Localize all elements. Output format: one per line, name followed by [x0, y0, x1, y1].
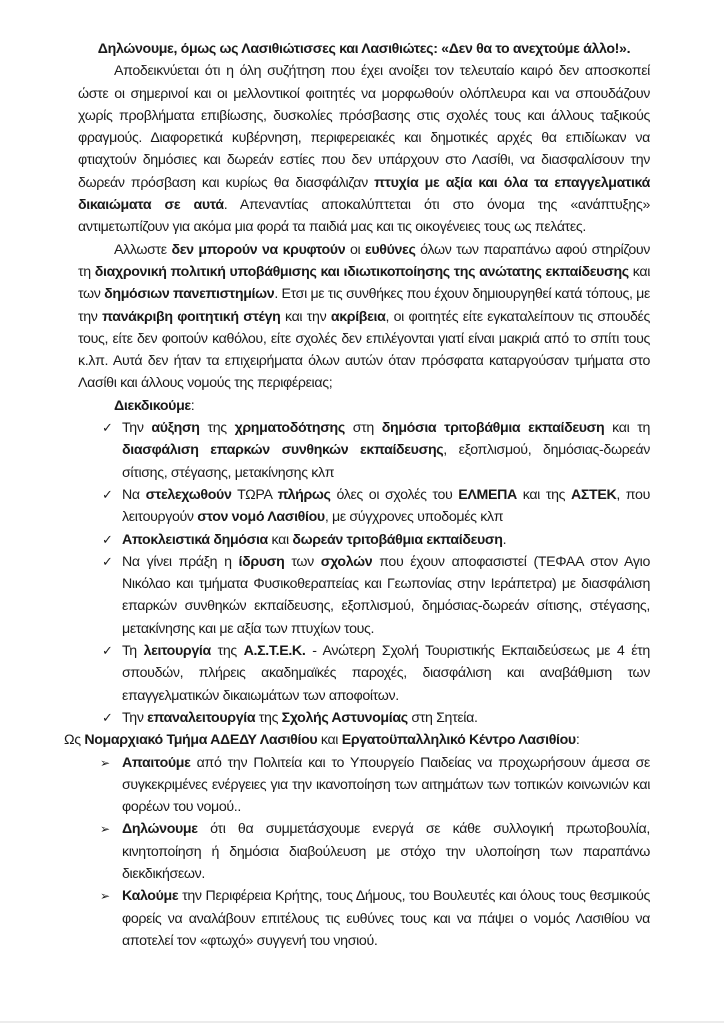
bold-emphasis: διασφάλιση επαρκών συνθηκών εκπαίδευσης — [122, 442, 444, 459]
bold-emphasis: στον νομό Λασιθίου — [197, 509, 325, 526]
document-body — [64, 38, 651, 952]
demands-list — [78, 752, 650, 953]
bold-emphasis: επαναλειτουργία — [147, 709, 256, 726]
checkmark-icon: ✓ — [102, 420, 113, 436]
checkmark-icon: ✓ — [102, 643, 113, 659]
bold-emphasis: πλήρως — [277, 486, 331, 503]
bold-emphasis: Σχολής Αστυνομίας — [281, 709, 408, 726]
bold-emphasis: ακρίβεια — [330, 308, 386, 325]
bold-emphasis: ΕΛΜΕΠΑ — [458, 486, 517, 503]
bold-emphasis: Α.Σ.Τ.Ε.Κ. — [243, 643, 306, 660]
bold-emphasis: ευθύνες — [365, 241, 416, 258]
list-item: ➢ Δηλώνουμε ότι θα συμμετάσχουμε ενεργά σε κάθε συλλογική πρωτοβουλία, κινητοποίηση ή δημόσια διαβούλευση με στόχο την υλοποίηση των παραπάνω διεκδικήσεων. — [78, 818, 650, 885]
arrowhead-bullet-icon: ➢ — [100, 822, 110, 837]
bold-emphasis: δημόσια τριτοβάθμια εκπαίδευση — [381, 420, 605, 437]
bold-emphasis: Αποκλειστικά δημόσια — [122, 531, 268, 548]
bold-emphasis: χρηματοδότησης — [234, 420, 345, 437]
bold-emphasis: Δηλώνουμε — [122, 821, 198, 838]
bold-emphasis: αύξηση — [151, 420, 200, 437]
list-item: ✓ Την αύξηση της χρηματοδότησης στη δημόσια τριτοβάθμια εκπαίδευση και τη διασφάλιση επαρκών συνθηκών εκπαίδευσης, εξοπλισμού, δημόσιας-δωρεάν σίτισης, στέγασης, μετακίνησης κλπ — [78, 417, 650, 484]
bold-emphasis: διαχρονική πολιτική υποβάθμισης και ιδιωτικοποίησης της ανώτατης εκπαίδευσης — [94, 263, 629, 280]
bold-emphasis: Καλούμε — [122, 888, 179, 905]
claims-label: Διεκδικούμε — [114, 397, 191, 414]
bold-emphasis: πτυχία με αξία και όλα τα επαγγελματικά δικαιώματα σε αυτά — [78, 174, 650, 214]
arrowhead-bullet-icon: ➢ — [100, 889, 110, 904]
list-item: ✓ Να γίνει πράξη η ίδρυση των σχολών που έχουν αποφασιστεί (ΤΕΦΑΑ στον Αγιο Νικόλαο και τμήματα Φυσικοθεραπείας και Γεωπονίας στην Ιεράπετρα) με διασφάλιση επαρκών συνθηκών εκπαίδευσης, εξοπλισμού, δημόσιας-δωρεάν σίτισης, στέγασης, μετακίνησης και με αξία των πτυχίων τους. — [78, 551, 650, 640]
list-item: ✓ Αποκλειστικά δημόσια και δωρεάν τριτοβάθμια εκπαίδευση. — [78, 529, 650, 551]
claims-list — [78, 417, 650, 729]
bold-emphasis: πανάκριβη φοιτητική στέγη — [102, 308, 281, 325]
checkmark-icon: ✓ — [102, 486, 113, 502]
list-item: ✓ Τη λειτουργία της Α.Σ.Τ.Ε.Κ. - Ανώτερη Σχολή Τουριστικής Εκπαιδεύσεως με 4 έτη σπουδών, πλήρεις ακαδημαϊκές παροχές, διασφάλιση και αναβάθμιση των επαγγελματικών δικαιωμάτων των αποφοίτων. — [78, 640, 650, 707]
bold-emphasis: Απαιτούμε — [122, 754, 191, 771]
arrowhead-bullet-icon: ➢ — [100, 755, 110, 770]
list-item: ✓ Την επαναλειτουργία της Σχολής Αστυνομίας στη Σητεία. — [78, 707, 650, 729]
bold-emphasis: δημόσιων πανεπιστημίων — [104, 286, 275, 303]
paragraph-2: Αλλωστε δεν μπορούν να κρυφτούν οι ευθύνες όλων των παραπάνω αφού στηρίζουν τη διαχρονική πολιτική υποβάθμισης και ιδιωτικοποίησης της ανώτατης εκπαίδευσης και των δημόσιων πανεπιστημίων. Ετσι με τις συνθήκες που έχουν δημιουργηθεί κατά τόπους, με την πανάκριβη φοιτητική στέγη και την ακρίβεια, οι φοιτητές είτε εγκαταλείπουν τις σπουδές τους, είτε δεν φοιτούν καθόλου, είτε σχολές δεν επιλέγονται γιατί είναι μακριά από το σπίτι τους κ.λπ. Αυτά δεν ήταν τα επιχειρήματα όλων αυτών όταν πρόσφατα καταργούσαν τμήματα στο Λασίθι και άλλους νομούς της περιφέρειας; — [78, 241, 651, 392]
claims-heading: Διεκδικούμε: — [114, 397, 195, 414]
list-item: ➢ Καλούμε την Περιφέρεια Κρήτης, τους Δήμους, του Βουλευτές και όλους τους θεσμικούς φορείς να αναλάβουν επιτέλους τις ευθύνες τους και να πάψει ο νομός Λασιθίου να αποτελεί τον «φτωχό» συγγενή του νησιού. — [78, 885, 650, 952]
document-title: Δηλώνουμε, όμως ως Λασιθιώτισσες και Λασιθιώτες: «Δεν θα το ανεχτούμε άλλο!». — [97, 41, 631, 57]
bold-emphasis: στελεχωθούν — [145, 486, 232, 503]
bold-emphasis: δεν μπορούν να κρυφτούν — [171, 241, 346, 258]
checkmark-icon: ✓ — [102, 709, 113, 725]
bold-emphasis: δωρεάν τριτοβάθμια εκπαίδευση — [292, 531, 503, 548]
paragraph-1: Αποδεικνύεται ότι η όλη συζήτηση που έχει ανοίξει τον τελευταίο καιρό δεν αποσκοπεί ώστε οι σημερινοί και οι μελλοντικοί φοιτητές να μορφωθούν ολόπλευρα και να σπουδάζουν χωρίς προβλήματα επιβίωσης, δυσκολίες πρόσβασης στις σχολές τους και άλλους ταξικούς φραγμούς. Διαφορετικά κυβέρνηση, περιφερειακές και δημοτικές αρχές θα επιδίωκαν να φτιαχτούν δημόσιες και δωρεάν εστίες που δεν υπάρχουν στο Λασίθι, να διασφαλίσουν την δωρεάν πρόσβαση και κυρίως θα διασφάλιζαν πτυχία με αξία και όλα τα επαγγελματικά δικαιώματα σε αυτά. Απεναντίας αποκαλύπτεται ότι στο όνομα της «ανάπτυξης» αντιμετωπίζουν για ακόμα μια φορά τα παιδιά μας και τις οικογένειες τους ως πελάτες. — [78, 63, 650, 236]
list-item: ✓ Να στελεχωθούν ΤΩΡΑ πλήρως όλες οι σχολές του ΕΛΜΕΠΑ και της ΑΣΤΕΚ, που λειτουργούν στον νομό Λασιθίου, με σύγχρονες υποδομές κλπ — [78, 484, 650, 529]
bold-emphasis: Εργατοϋπαλληλικό Κέντρο Λασιθίου — [341, 732, 576, 749]
organizations-line: Ως Νομαρχιακό Τμήμα ΑΔΕΔΥ Λασιθίου και Εργατοϋπαλληλικό Κέντρο Λασιθίου: — [64, 732, 580, 749]
checkmark-icon: ✓ — [102, 531, 113, 547]
bold-emphasis: ΑΣΤΕΚ — [570, 486, 617, 503]
list-item: ➢ Απαιτούμε από την Πολιτεία και το Υπουργείο Παιδείας να προχωρήσουν άμεσα σε συγκεκριμένες ενέργειες για την ικανοποίηση των αιτημάτων των τοπικών κοινωνιών και φορέων του νομού.. — [78, 752, 650, 819]
checkmark-icon: ✓ — [102, 553, 113, 569]
bold-emphasis: ίδρυση — [238, 553, 285, 570]
bold-emphasis: σχολών — [320, 553, 373, 570]
bold-emphasis: Νομαρχιακό Τμήμα ΑΔΕΔΥ Λασιθίου — [84, 732, 318, 749]
bold-emphasis: λειτουργία — [143, 643, 211, 660]
